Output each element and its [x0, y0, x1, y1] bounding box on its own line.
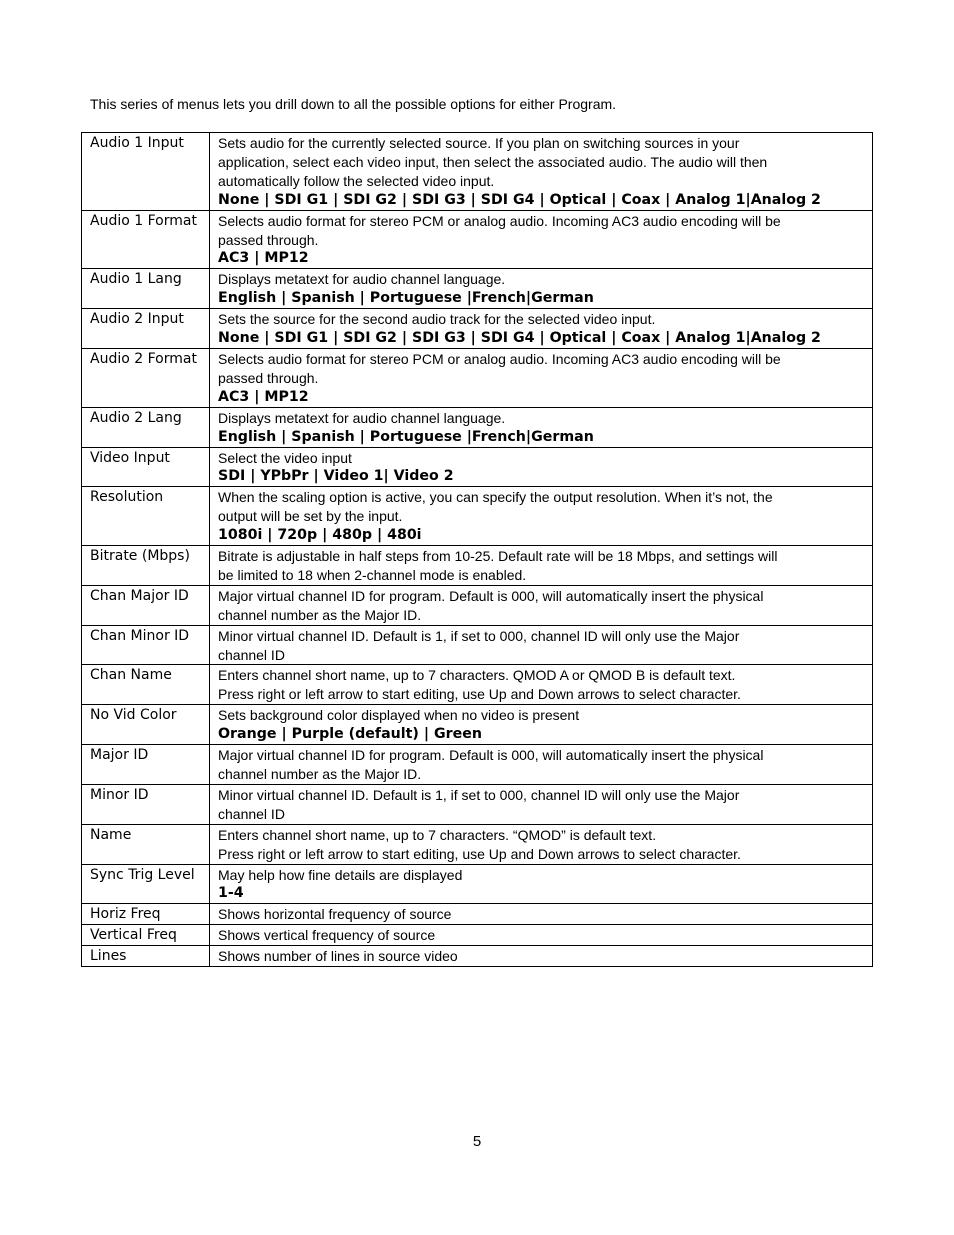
- setting-name: Video Input: [82, 447, 210, 487]
- menu-options-table: [81, 132, 873, 967]
- setting-options: 1080i | 720p | 480p | 480i: [218, 527, 422, 544]
- setting-description: [210, 210, 873, 269]
- table-row: [82, 864, 873, 904]
- setting-description: [210, 864, 873, 904]
- table-row: [82, 447, 873, 487]
- setting-options: None | SDI G1 | SDI G2 | SDI G3 | SDI G4 | Optical | Coax | Analog 1|Analog 2: [218, 191, 821, 208]
- description-line: Displays metatext for audio channel language.: [218, 409, 506, 426]
- table-row: [82, 745, 873, 785]
- setting-options: English | Spanish | Portuguese |French|German: [218, 428, 594, 445]
- setting-description: [210, 665, 873, 705]
- description-line: output will be set by the input.: [218, 508, 403, 525]
- description-line: Bitrate is adjustable in half steps from 10-25. Default rate will be 18 Mbps, and settings will: [218, 548, 778, 565]
- description-line: Selects audio format for stereo PCM or analog audio. Incoming AC3 audio encoding will be: [218, 212, 781, 229]
- description-line: be limited to 18 when 2-channel mode is enabled.: [218, 566, 527, 583]
- setting-name: Chan Name: [82, 665, 210, 705]
- description-line: May help how fine details are displayed: [218, 866, 463, 883]
- setting-name: Minor ID: [82, 784, 210, 824]
- setting-name: Name: [82, 824, 210, 864]
- description-line: Shows horizontal frequency of source: [218, 906, 452, 923]
- table-row: [82, 925, 873, 946]
- description-line: application, select each video input, then select the associated audio. The audio will then: [218, 153, 768, 170]
- setting-description: [210, 348, 873, 407]
- setting-description: [210, 784, 873, 824]
- setting-name: Audio 2 Format: [82, 348, 210, 407]
- description-line: Press right or left arrow to start editing, use Up and Down arrows to select character.: [218, 845, 741, 862]
- description-line: Major virtual channel ID for program. Default is 000, will automatically insert the physical: [218, 747, 764, 764]
- setting-name: Audio 2 Lang: [82, 407, 210, 447]
- description-line: Press right or left arrow to start editing, use Up and Down arrows to select character.: [218, 686, 741, 703]
- table-row: [82, 665, 873, 705]
- setting-description: [210, 309, 873, 349]
- table-row: [82, 348, 873, 407]
- menu-options-body: [82, 133, 873, 967]
- setting-name: Resolution: [82, 487, 210, 546]
- table-row: [82, 946, 873, 967]
- description-line: Selects audio format for stereo PCM or analog audio. Incoming AC3 audio encoding will be: [218, 350, 781, 367]
- setting-description: [210, 546, 873, 586]
- table-row: [82, 585, 873, 625]
- description-line: Select the video input: [218, 449, 352, 466]
- description-line: Minor virtual channel ID. Default is 1, if set to 000, channel ID will only use the Major: [218, 786, 740, 803]
- description-line: channel number as the Major ID.: [218, 766, 422, 782]
- description-line: automatically follow the selected video input.: [218, 172, 495, 189]
- setting-description: [210, 269, 873, 309]
- intro-text: This series of menus lets you drill down to all the possible options for either Program.: [90, 96, 617, 112]
- setting-options: SDI | YPbPr | Video 1| Video 2: [218, 468, 454, 485]
- description-line: passed through.: [218, 369, 319, 386]
- setting-name: Audio 1 Format: [82, 210, 210, 269]
- setting-name: Vertical Freq: [82, 925, 210, 946]
- table-row: [82, 705, 873, 745]
- description-line: passed through.: [218, 231, 319, 248]
- setting-name: Audio 2 Input: [82, 309, 210, 349]
- setting-name: Chan Minor ID: [82, 625, 210, 665]
- description-line: Sets the source for the second audio track for the selected video input.: [218, 311, 656, 328]
- setting-options: AC3 | MP12: [218, 388, 309, 405]
- description-line: Sets audio for the currently selected source. If you plan on switching sources in your: [218, 135, 740, 151]
- setting-options: 1-4: [218, 885, 244, 902]
- setting-description: [210, 745, 873, 785]
- table-row: [82, 133, 873, 211]
- setting-description: [210, 133, 873, 211]
- setting-description: [210, 904, 873, 925]
- description-line: channel number as the Major ID.: [218, 606, 422, 623]
- setting-description: [210, 407, 873, 447]
- setting-name: Bitrate (Mbps): [82, 546, 210, 586]
- description-line: Minor virtual channel ID. Default is 1, if set to 000, channel ID will only use the Major: [218, 627, 740, 644]
- description-line: When the scaling option is active, you can specify the output resolution. When it’s not, the: [218, 489, 773, 506]
- description-line: Shows vertical frequency of source: [218, 927, 436, 944]
- setting-description: [210, 946, 873, 967]
- table-row: [82, 210, 873, 269]
- setting-description: [210, 487, 873, 546]
- setting-options: English | Spanish | Portuguese |French|German: [218, 290, 594, 307]
- table-row: [82, 625, 873, 665]
- setting-name: Sync Trig Level: [82, 864, 210, 904]
- table-row: [82, 407, 873, 447]
- table-row: [82, 784, 873, 824]
- table-row: [82, 309, 873, 349]
- description-line: channel ID: [218, 805, 285, 822]
- description-line: Displays metatext for audio channel language.: [218, 271, 506, 288]
- setting-description: [210, 824, 873, 864]
- description-line: Enters channel short name, up to 7 characters. QMOD A or QMOD B is default text.: [218, 667, 736, 684]
- setting-name: Lines: [82, 946, 210, 967]
- setting-description: [210, 705, 873, 745]
- table-row: [82, 487, 873, 546]
- setting-name: Audio 1 Input: [82, 133, 210, 211]
- setting-options: Orange | Purple (default) | Green: [218, 726, 482, 743]
- setting-name: Audio 1 Lang: [82, 269, 210, 309]
- setting-name: Major ID: [82, 745, 210, 785]
- setting-description: [210, 585, 873, 625]
- table-row: [82, 546, 873, 586]
- description-line: Enters channel short name, up to 7 characters. “QMOD” is default text.: [218, 826, 657, 843]
- table-row: [82, 824, 873, 864]
- setting-name: Horiz Freq: [82, 904, 210, 925]
- setting-description: [210, 625, 873, 665]
- setting-description: [210, 925, 873, 946]
- table-row: [82, 904, 873, 925]
- setting-options: AC3 | MP12: [218, 250, 309, 267]
- description-line: Shows number of lines in source video: [218, 948, 458, 965]
- setting-name: No Vid Color: [82, 705, 210, 745]
- setting-description: [210, 447, 873, 487]
- description-line: Sets background color displayed when no video is present: [218, 707, 580, 724]
- page-number: 5: [472, 1133, 482, 1150]
- setting-options: None | SDI G1 | SDI G2 | SDI G3 | SDI G4 | Optical | Coax | Analog 1|Analog 2: [218, 330, 821, 347]
- description-line: channel ID: [218, 646, 285, 663]
- description-line: Major virtual channel ID for program. Default is 000, will automatically insert the physical: [218, 587, 764, 604]
- setting-name: Chan Major ID: [82, 585, 210, 625]
- table-row: [82, 269, 873, 309]
